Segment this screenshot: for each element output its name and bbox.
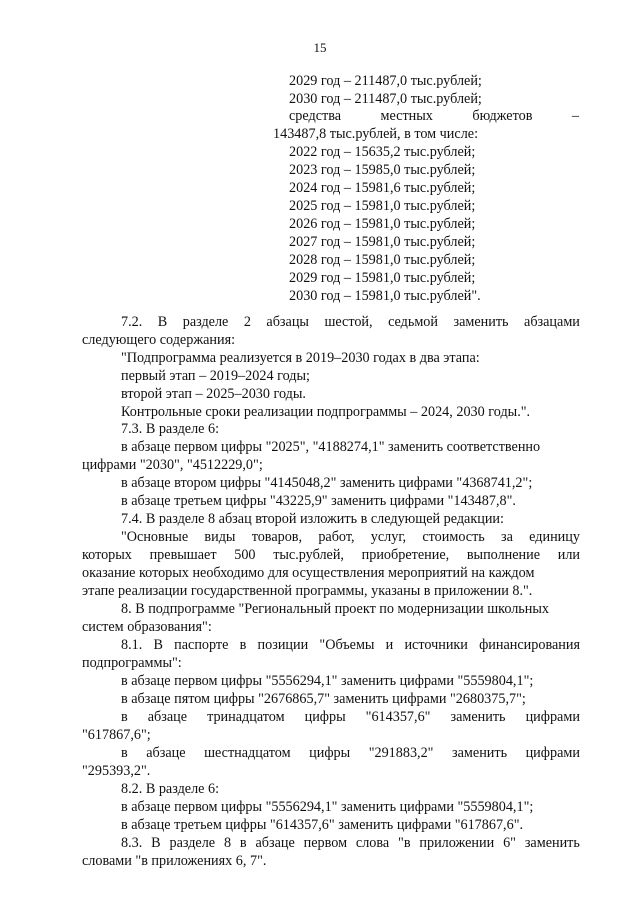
paragraph-7-4-line-4: оказание которых необходимо для осуществления мероприятий на каждом [82,565,535,581]
word: позиции [257,637,309,653]
word: тыс.рублей, [273,547,344,563]
word: заменить [450,709,506,725]
word: разделе [182,314,229,330]
page-number: 15 [313,40,327,55]
word: в [121,745,128,761]
word: в [239,637,247,653]
paragraph-7-2-line-3: "Подпрограмма реализуется в 2019–2030 годах в два этапа: [121,350,480,366]
paragraph-7-4-line-3 [82,547,580,564]
word: абзаце [255,835,295,851]
word: превышает [149,547,217,563]
paragraph-7-2-line-5: второй этап – 2025–2030 годы. [121,386,306,402]
word: 8.1. [121,637,143,653]
budget-year-line: 2027 год – 15981,0 тыс.рублей; [289,234,476,250]
word: виды [204,529,236,545]
paragraph-7-2-line-2: следующего содержания: [82,332,236,348]
budget-year-line: 2022 год – 15635,2 тыс.рублей; [289,144,476,160]
word: цифрами [525,709,580,725]
paragraph-8-1-line-8: "295393,2". [82,763,151,779]
word: абзаце [147,709,188,725]
word: тринадцатом [207,709,285,725]
word: паспорте [174,637,229,653]
word: 6" [503,835,516,851]
word: "Основные [121,529,189,545]
paragraph-7-2-line-1 [121,314,580,331]
word: шестой, [324,314,373,330]
word: – [571,108,579,124]
paragraph-7-3-line-5: в абзаце третьем цифры "43225,9" заменить цифрами "143487,8". [121,493,516,509]
paragraph-8-1-line-7 [121,745,580,762]
budget-year-line: 2023 год – 15985,0 тыс.рублей; [289,162,476,178]
word: 7.2. [121,314,143,330]
word: выполнение [466,547,541,563]
word: заменить [453,314,509,330]
word: бюджетов [472,108,533,124]
word: 8.3. [121,835,143,851]
paragraph-8-2-line-3: в абзаце третьем цифры "614357,6" заменить цифрами "617867,6". [121,817,524,833]
word: В [157,314,168,330]
word: 500 [234,547,256,563]
paragraph-8-1-line-2: подпрограммы": [82,655,182,671]
word: или [557,547,580,563]
paragraph-8-1-line-5 [121,709,580,726]
paragraph-8-1-line-1 [121,637,580,654]
word: товаров, [251,529,303,545]
budget-year-line: 2028 год – 15981,0 тыс.рублей; [289,252,476,268]
word: которых [82,547,132,563]
budget-year-line: 2030 год – 15981,0 тыс.рублей". [289,288,481,304]
local-budgets-sum: 143487,8 тыс.рублей, в том числе: [273,126,479,142]
word: цифры [304,709,346,725]
word: слова [355,835,390,851]
word: источники [404,637,468,653]
paragraph-8-1-line-4: в абзаце пятом цифры "2676865,7" заменить цифрами "2680375,7"; [121,691,526,707]
word: стоимость [422,529,485,545]
word: за [501,529,513,545]
paragraph-7-3-line-1: 7.3. В разделе 6: [121,421,220,437]
paragraph-7-4-line-1: 7.4. В разделе 8 абзац второй изложить в следующей редакции: [121,511,504,527]
word: заменить [524,835,580,851]
paragraph-7-4-line-2 [121,529,580,546]
paragraph-7-3-line-3: цифрами "2030", "4512229,0"; [82,457,263,473]
word: первом [303,835,348,851]
paragraph-8-3-line-1 [121,835,580,852]
budget-line-2029-total: 2029 год – 211487,0 тыс.рублей; [289,73,482,89]
word: абзаце [146,745,186,761]
paragraph-8-line-2: систем образования": [82,619,212,635]
paragraph-7-3-line-2: в абзаце первом цифры "2025", "4188274,1" заменить соответственно [121,439,541,455]
paragraph-8-line-1: 8. В подпрограмме "Региональный проект по модернизации школьных [121,601,549,617]
paragraph-7-2-line-6: Контрольные сроки реализации подпрограммы – 2024, 2030 годы.". [121,404,531,420]
word: услуг, [370,529,407,545]
word: приложении [419,835,495,851]
budget-year-line: 2025 год – 15981,0 тыс.рублей; [289,198,476,214]
budget-year-line: 2026 год – 15981,0 тыс.рублей; [289,216,476,232]
word: местных [380,108,433,124]
word: В [151,835,161,851]
local-budgets-line [289,108,579,125]
word: седьмой [388,314,438,330]
word: работ, [318,529,355,545]
word: "в [398,835,411,851]
word: В [153,637,163,653]
budget-year-line: 2024 год – 15981,6 тыс.рублей; [289,180,476,196]
paragraph-8-3-line-2: словами "в приложениях 6, 7". [82,853,267,869]
word: абзацами [524,314,580,330]
word: и [385,637,394,653]
word: единицу [529,529,580,545]
word: приобретение, [361,547,450,563]
word: средства [289,108,342,124]
budget-year-line: 2029 год – 15981,0 тыс.рублей; [289,270,476,286]
word: финансирования [479,637,580,653]
paragraph-7-2-line-4: первый этап – 2019–2024 годы; [121,368,310,384]
word: заменить [452,745,508,761]
word: цифры [309,745,351,761]
word: в [239,835,247,851]
word: абзацы [266,314,309,330]
word: цифрами [525,745,580,761]
paragraph-8-1-line-3: в абзаце первом цифры "5556294,1" заменить цифрами "5559804,1"; [121,673,534,689]
paragraph-7-4-line-5: этапе реализации государственной программы, указаны в приложении 8.". [82,583,533,599]
word: "Объемы [319,637,375,653]
budget-line-2030-total: 2030 год – 211487,0 тыс.рублей; [289,91,482,107]
paragraph-7-3-line-4: в абзаце втором цифры "4145048,2" заменить цифрами "4368741,2"; [121,475,533,491]
word: "614357,6" [365,709,431,725]
word: разделе [169,835,216,851]
word: шестнадцатом [204,745,291,761]
paragraph-8-1-line-6: "617867,6"; [82,727,151,743]
word: в [121,709,128,725]
word: 8 [223,835,232,851]
paragraph-8-2-line-2: в абзаце первом цифры "5556294,1" заменить цифрами "5559804,1"; [121,799,534,815]
paragraph-8-2-line-1: 8.2. В разделе 6: [121,781,220,797]
word: "291883,2" [368,745,434,761]
word: 2 [243,314,251,330]
